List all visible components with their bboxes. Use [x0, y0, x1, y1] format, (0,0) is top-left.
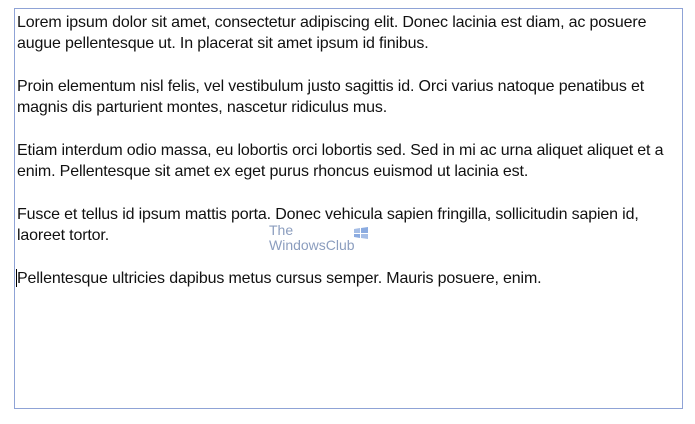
paragraph-2[interactable]: Proin elementum nisl felis, vel vestibulum justo sagittis id. Orci varius natoque penatibus et magnis dis parturient montes, nascetur ridiculus mus. [17, 78, 645, 116]
watermark [269, 223, 355, 253]
text-content[interactable] [17, 12, 680, 311]
paragraph-5-wrapper[interactable] [17, 268, 680, 289]
watermark-line-1: The [269, 222, 294, 238]
paragraph-3[interactable]: Etiam interdum odio massa, eu lobortis orci lobortis sed. Sed in mi ac urna aliquet aliquet et a enim. Pellentesque sit amet ex eget purus rhoncus euismod ut lacinia est. [17, 142, 664, 180]
windows-flag-icon [354, 227, 368, 239]
text-frame[interactable] [14, 8, 683, 409]
paragraph-1[interactable]: Lorem ipsum dolor sit amet, consectetur adipiscing elit. Donec lacinia est diam, ac posuere augue pellentesque ut. In placerat sit amet ipsum id finibus. [17, 14, 647, 52]
paragraph-4[interactable]: Fusce et tellus id ipsum mattis porta. Donec vehicula sapien fringilla, sollicitudin sapien id, laoreet tortor. [17, 206, 639, 244]
paragraph-5[interactable]: Pellentesque ultricies dapibus metus cursus semper. Mauris posuere, enim. [17, 270, 542, 287]
watermark-line-2: WindowsClub [269, 237, 355, 253]
text-cursor [16, 269, 17, 287]
